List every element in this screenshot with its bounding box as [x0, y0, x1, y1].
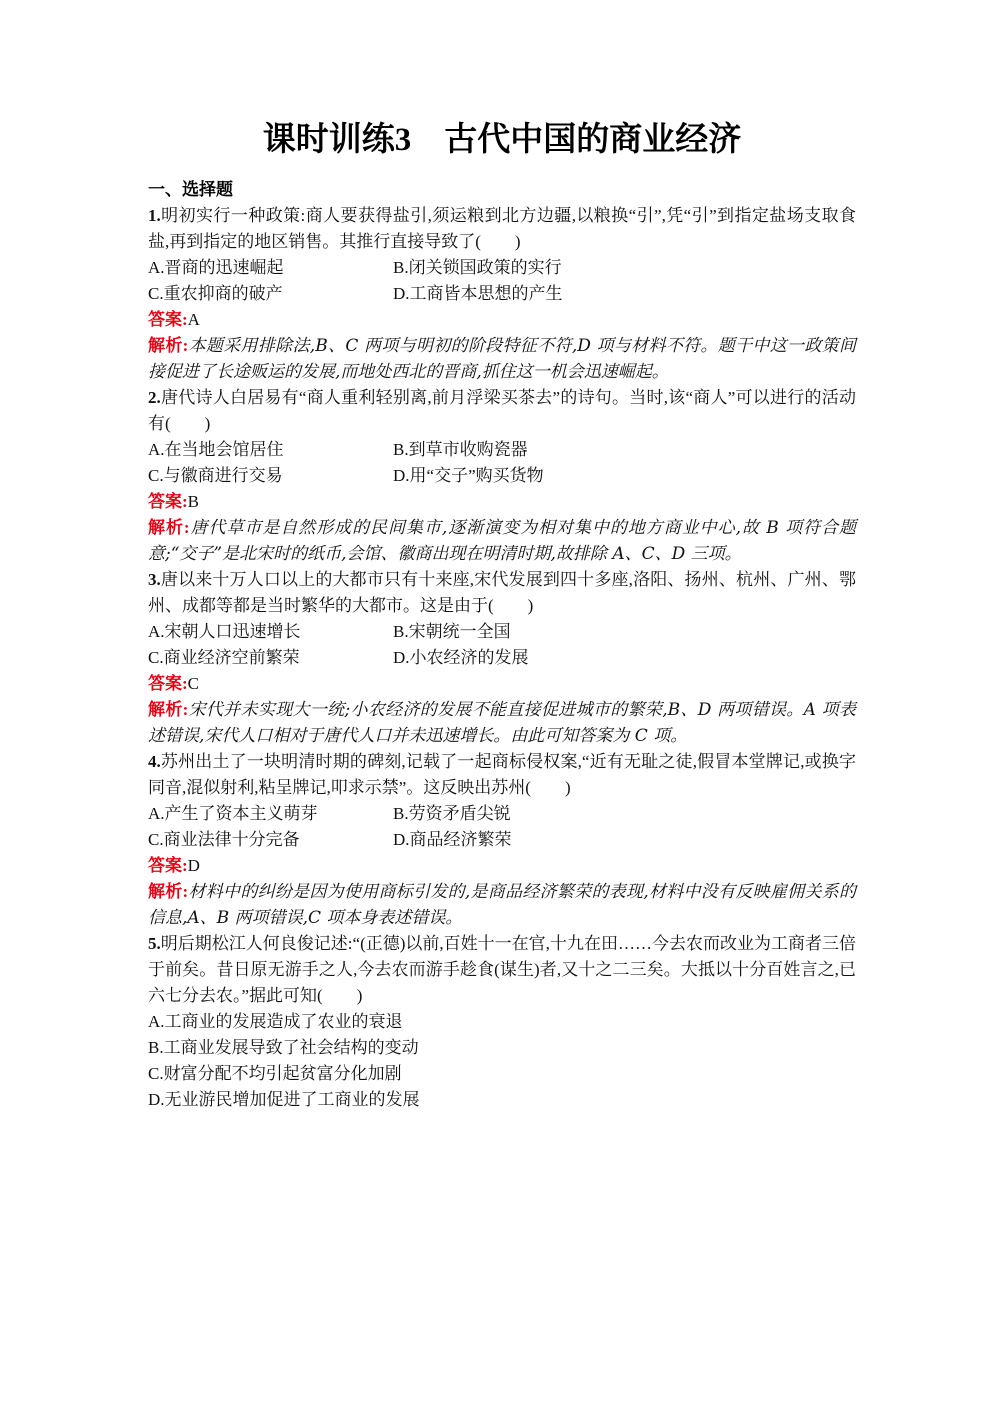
answer-line	[148, 853, 856, 879]
question-number: 4.	[148, 751, 161, 771]
answer-label: 答案:	[148, 491, 188, 511]
option-a: A.产生了资本主义萌芽	[148, 803, 318, 823]
question-1	[148, 203, 856, 385]
explanation-label: 解析:	[148, 699, 189, 719]
page-title: 课时训练3 古代中国的商业经济	[262, 122, 742, 158]
option-b: B.闭关锁国政策的实行	[393, 257, 562, 277]
option-d: D.工商皆本思想的产生	[393, 283, 563, 303]
options-list	[148, 619, 856, 671]
option-a: A.晋商的迅速崛起	[148, 257, 284, 277]
explanation-line	[148, 697, 856, 749]
option-a: A.宋朝人口迅速增长	[148, 621, 301, 641]
question-number: 5.	[148, 933, 161, 953]
question-text: 唐以来十万人口以上的大都市只有十来座,宋代发展到四十多座,洛阳、扬州、杭州、广州、鄂州、成都等都是当时繁华的大都市。这是由于( )	[148, 569, 856, 615]
explanation-label: 解析:	[148, 335, 189, 355]
answer-value: B	[187, 491, 200, 511]
question-number: 3.	[148, 569, 161, 589]
question-2	[148, 385, 856, 567]
options-list	[148, 801, 856, 853]
question-text: 明初实行一种政策:商人要获得盐引,须运粮到北方边疆,以粮换“引”,凭“引”到指定盐场支取食盐,再到指定的地区销售。其推行直接导致了( )	[148, 205, 856, 251]
option-a: A.工商业的发展造成了农业的衰退	[148, 1011, 403, 1031]
question-text: 明后期松江人何良俊记述:“(正德)以前,百姓十一在官,十九在田……今去农而改业为工商者三倍于前矣。昔日原无游手之人,今去农而游手趁食(谋生)者,又十之二三矣。大抵以十分百姓言之,已六七分去农。”据此可知( )	[148, 933, 856, 1005]
option-b: B.宋朝统一全国	[393, 621, 511, 641]
question-text: 唐代诗人白居易有“商人重利轻别离,前月浮梁买茶去”的诗句。当时,该“商人”可以进行的活动有( )	[148, 387, 856, 433]
answer-line	[148, 489, 856, 515]
option-d: D.用“交子”购买货物	[393, 465, 544, 485]
option-c: C.重农抑商的破产	[148, 283, 283, 303]
answer-value: A	[187, 309, 200, 329]
options-list	[148, 255, 856, 307]
options-list	[148, 1009, 856, 1113]
option-d: D.无业游民增加促进了工商业的发展	[148, 1089, 420, 1109]
option-b: B.劳资矛盾尖锐	[393, 803, 511, 823]
explanation-line	[148, 333, 856, 385]
question-number: 1.	[148, 205, 161, 225]
question-text: 苏州出土了一块明清时期的碑刻,记载了一起商标侵权案,“近有无耻之徒,假冒本堂牌记,或换字同音,混似射利,粘呈牌记,叩求示禁”。这反映出苏州( )	[148, 751, 856, 797]
answer-line	[148, 671, 856, 697]
options-list	[148, 437, 856, 489]
explanation-line	[148, 515, 856, 567]
question-stem	[148, 567, 856, 619]
question-stem	[148, 749, 856, 801]
question-stem	[148, 203, 856, 255]
answer-label: 答案:	[148, 855, 188, 875]
question-stem	[148, 931, 856, 1009]
section-heading: 一、选择题	[148, 179, 233, 199]
option-a: A.在当地会馆居住	[148, 439, 284, 459]
question-3	[148, 567, 856, 749]
question-stem	[148, 385, 856, 437]
explanation-text: 本题采用排除法,B、C 两项与明初的阶段特征不符,D 项与材料不符。题干中这一政策间接促进了长途贩运的发展,而地处西北的晋商,抓住这一机会迅速崛起。	[148, 335, 856, 382]
explanation-label: 解析:	[148, 517, 190, 537]
option-c: C.财富分配不均引起贫富分化加剧	[148, 1063, 402, 1083]
question-number: 2.	[148, 387, 161, 407]
option-b: B.工商业发展导致了社会结构的变动	[148, 1037, 419, 1057]
question-4	[148, 749, 856, 931]
explanation-text: 唐代草市是自然形成的民间集市,逐渐演变为相对集中的地方商业中心,故 B 项符合题意;“交子”是北宋时的纸币,会馆、徽商出现在明清时期,故排除 A、C、D 三项。	[148, 517, 856, 564]
option-c: C.商业经济空前繁荣	[148, 647, 300, 667]
explanation-text: 材料中的纠纷是因为使用商标引发的,是商品经济繁荣的表现,材料中没有反映雇佣关系的信息,A、B 两项错误,C 项本身表述错误。	[148, 881, 856, 928]
option-c: C.与徽商进行交易	[148, 465, 283, 485]
option-c: C.商业法律十分完备	[148, 829, 300, 849]
answer-label: 答案:	[148, 309, 188, 329]
answer-value: D	[187, 855, 200, 875]
explanation-text: 宋代并未实现大一统;小农经济的发展不能直接促进城市的繁荣,B、D 两项错误。A 项表述错误,宋代人口相对于唐代人口并未迅速增长。由此可知答案为 C 项。	[148, 699, 856, 746]
explanation-line	[148, 879, 856, 931]
question-5	[148, 931, 856, 1113]
option-b: B.到草市收购瓷器	[393, 439, 528, 459]
option-d: D.小农经济的发展	[393, 647, 529, 667]
answer-value: C	[187, 673, 200, 693]
explanation-label: 解析:	[148, 881, 189, 901]
answer-line	[148, 307, 856, 333]
answer-label: 答案:	[148, 673, 188, 693]
option-d: D.商品经济繁荣	[393, 829, 512, 849]
